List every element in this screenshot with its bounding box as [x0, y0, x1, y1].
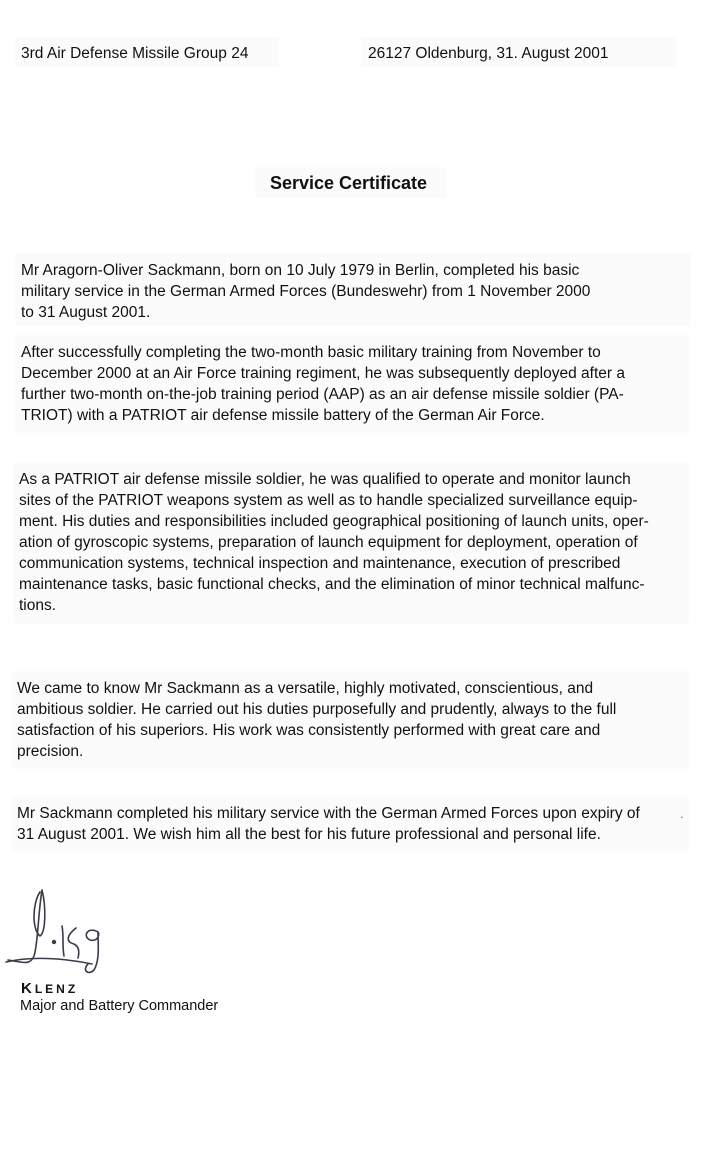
- paragraph-line: precision.: [17, 743, 84, 760]
- paragraph-line: further two-month on-the-job training period (AAP) as an air defense missile soldier (PA-: [21, 386, 624, 403]
- paragraph-3: [19, 469, 649, 616]
- paragraph-line: As a PATRIOT air defense missile soldier, he was qualified to operate and monitor launch: [19, 471, 631, 488]
- name-initial: K: [21, 980, 35, 997]
- paragraph-2: [21, 342, 625, 426]
- paragraph-line: tions.: [19, 597, 57, 614]
- paragraph-line: maintenance tasks, basic functional checks, and the elimination of minor technical malfunc-: [19, 576, 645, 593]
- paragraph-line: communication systems, technical inspection and maintenance, execution of prescribed: [19, 555, 621, 572]
- document-title: Service Certificate: [269, 173, 428, 193]
- paragraph-line: December 2000 at an Air Force training regiment, he was subsequently deployed after a: [21, 365, 625, 382]
- signatory-role: Major and Battery Commander: [20, 998, 219, 1014]
- paragraph-4: [17, 678, 616, 762]
- paragraph-line: to 31 August 2001.: [21, 304, 151, 321]
- paragraph-line: TRIOT) with a PATRIOT air defense missile battery of the German Air Force.: [21, 407, 545, 424]
- paragraph-line: ment. His duties and responsibilities included geographical positioning of launch units, oper-: [19, 513, 649, 530]
- handwritten-signature: [2, 884, 112, 976]
- paragraph-line: Mr Aragorn-Oliver Sackmann, born on 10 July 1979 in Berlin, completed his basic: [21, 262, 580, 279]
- signatory-name: [21, 980, 78, 997]
- paragraph-line: ambitious soldier. He carried out his duties purposefully and prudently, always to the full: [17, 701, 617, 718]
- paragraph-line: satisfaction of his superiors. His work was consistently performed with great care and: [17, 722, 601, 739]
- name-rest: LENZ: [34, 982, 79, 996]
- unit-name: 3rd Air Defense Missile Group 24: [21, 45, 249, 62]
- paragraph-line: Mr Sackmann completed his military service with the German Armed Forces upon expiry of: [17, 805, 640, 822]
- paragraph-line: 31 August 2001. We wish him all the best for his future professional and personal life.: [17, 826, 601, 843]
- paragraph-line: We came to know Mr Sackmann as a versatile, highly motivated, conscientious, and: [17, 680, 594, 697]
- paragraph-line: ation of gyroscopic systems, preparation of launch equipment for deployment, operation of: [19, 534, 638, 551]
- place-and-date: 26127 Oldenburg, 31. August 2001: [368, 45, 609, 62]
- paragraph-line: military service in the German Armed Forces (Bundeswehr) from 1 November 2000: [21, 283, 591, 300]
- paragraph-line: sites of the PATRIOT weapons system as well as to handle specialized surveillance equip-: [19, 492, 638, 509]
- stray-mark: .: [680, 806, 684, 821]
- paragraph-5: [17, 803, 640, 845]
- paragraph-1: [21, 260, 590, 323]
- paragraph-line: After successfully completing the two-month basic military training from November to: [21, 344, 601, 361]
